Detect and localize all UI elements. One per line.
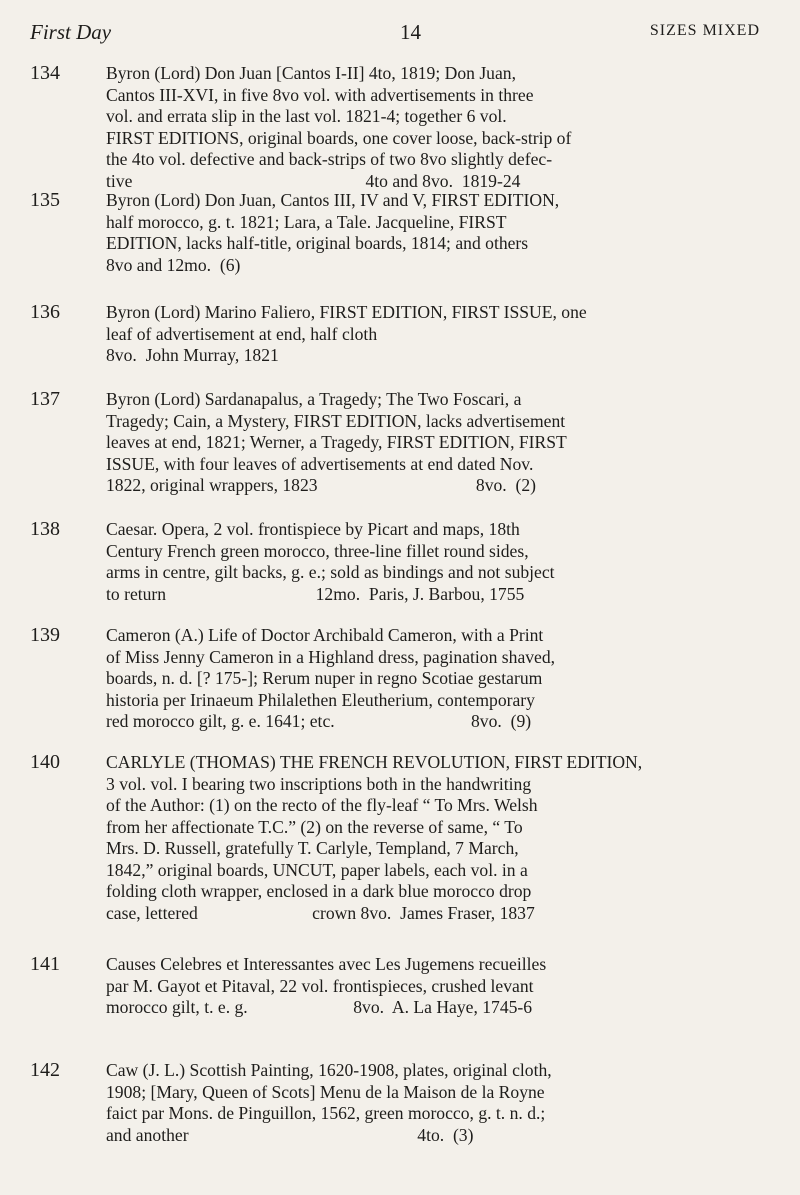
lot-description-line: EDITION, lacks half-title, original boards, 1814; and others — [106, 233, 529, 253]
lot-description-line: 3 vol. vol. I bearing two inscriptions both in the handwriting — [106, 773, 532, 794]
lot-description-line: 1842,” original boards, UNCUT, paper labels, each vol. in a — [106, 859, 528, 880]
lot-description-line: boards, n. d. [? 175-]; Rerum nuper in regno Scotiae gestarum — [106, 668, 543, 688]
lot-description-line: ISSUE, with four leaves of advertisements at end dated Nov. — [106, 453, 534, 474]
lot-description-line: leaf of advertisement at end, half cloth — [106, 323, 378, 344]
lot-description-line: Caesar. Opera, 2 vol. frontispiece by Picart and maps, 18th — [106, 519, 520, 539]
lot-description-line: vol. and errata slip in the last vol. 1821-4; together 6 vol. — [106, 106, 507, 126]
lot-description-line: Cantos III-XVI, in five 8vo vol. with advertisements in three — [106, 84, 534, 105]
lot-description-line: CARLYLE (THOMAS) THE FRENCH REVOLUTION, FIRST EDITION, — [106, 752, 643, 772]
lot-description-line: red morocco gilt, g. e. 1641; etc. 8vo. (9) — [106, 711, 532, 731]
lot-entry — [30, 954, 778, 1019]
lot-entry — [30, 519, 778, 605]
lot-number: 134 — [30, 62, 60, 84]
lot-description-line: Byron (Lord) Marino Faliero, FIRST EDITION, FIRST ISSUE, one — [106, 302, 587, 322]
lot-entry — [30, 190, 778, 276]
lot-description-line: FIRST EDITIONS, original boards, one cover loose, back-strip of — [106, 127, 572, 148]
lot-description-line: faict par Mons. de Pinguillon, 1562, green morocco, g. t. n. d.; — [106, 1103, 546, 1123]
lot-number: 135 — [30, 189, 60, 211]
lot-description — [106, 190, 778, 276]
lot-description-line: case, lettered crown 8vo. James Fraser, 1837 — [106, 902, 535, 923]
lot-description-line: 1822, original wrappers, 1823 8vo. (2) — [106, 475, 537, 495]
lot-number: 139 — [30, 624, 60, 646]
lot-description — [106, 954, 778, 1019]
lot-entry — [30, 625, 778, 733]
lot-description — [106, 389, 778, 497]
lot-description-line: tive 4to and 8vo. 1819-24 — [106, 170, 521, 191]
lot-entry — [30, 389, 778, 497]
lot-entry — [30, 302, 778, 367]
lot-description-line: and another 4to. (3) — [106, 1124, 474, 1145]
lot-description-line: leaves at end, 1821; Werner, a Tragedy, FIRST EDITION, FIRST — [106, 432, 567, 452]
page-header — [30, 20, 770, 50]
lot-description-line: Caw (J. L.) Scottish Painting, 1620-1908, plates, original cloth, — [106, 1060, 552, 1080]
lot-description-line: of the Author: (1) on the recto of the fly-leaf “ To Mrs. Welsh — [106, 795, 538, 815]
lot-description-line: Causes Celebres et Interessantes avec Les Jugemens recueilles — [106, 954, 547, 974]
lot-description-line: half morocco, g. t. 1821; Lara, a Tale. Jacqueline, FIRST — [106, 211, 507, 232]
lot-description-line: Tragedy; Cain, a Mystery, FIRST EDITION, lacks advertisement — [106, 410, 566, 431]
lot-number: 136 — [30, 301, 60, 323]
lot-description — [106, 302, 778, 367]
lot-number: 141 — [30, 953, 60, 975]
lot-description — [106, 752, 778, 924]
lot-description-line: Century French green morocco, three-line fillet round sides, — [106, 540, 529, 561]
lot-description-line: arms in centre, gilt backs, g. e.; sold as bindings and not subject — [106, 562, 555, 582]
lot-entry — [30, 63, 778, 192]
lot-description — [106, 519, 778, 605]
lot-description-line: from her affectionate T.C.” (2) on the reverse of same, “ To — [106, 816, 523, 837]
lot-description-line: Cameron (A.) Life of Doctor Archibald Cameron, with a Print — [106, 625, 544, 645]
lot-description — [106, 1060, 778, 1146]
header-sizes-label: SIZES MIXED — [649, 22, 760, 39]
lot-description-line: par M. Gayot et Pitaval, 22 vol. frontispieces, crushed levant — [106, 975, 534, 996]
lot-description-line: Byron (Lord) Don Juan [Cantos I-II] 4to, 1819; Don Juan, — [106, 63, 516, 83]
lot-number: 140 — [30, 751, 60, 773]
lot-entry — [30, 1060, 778, 1146]
lot-description-line: historia per Irinaeum Philalethen Eleutherium, contemporary — [106, 689, 535, 710]
lot-description-line: the 4to vol. defective and back-strips of two 8vo slightly defec- — [106, 149, 553, 169]
lot-description — [106, 625, 778, 733]
lot-number: 137 — [30, 388, 60, 410]
lot-description — [106, 63, 778, 192]
lot-description-line: Byron (Lord) Don Juan, Cantos III, IV and V, FIRST EDITION, — [106, 190, 560, 210]
lot-description-line: 1908; [Mary, Queen of Scots] Menu de la Maison de la Royne — [106, 1081, 545, 1102]
lot-description-line: 8vo and 12mo. (6) — [106, 254, 241, 275]
lot-description-line: of Miss Jenny Cameron in a Highland dress, pagination shaved, — [106, 646, 556, 667]
lot-number: 138 — [30, 518, 60, 540]
lot-entry — [30, 752, 778, 924]
lot-description-line: folding cloth wrapper, enclosed in a dark blue morocco drop — [106, 881, 532, 901]
lot-description-line: morocco gilt, t. e. g. 8vo. A. La Haye, 1745-6 — [106, 997, 533, 1017]
lot-description-line: Byron (Lord) Sardanapalus, a Tragedy; The Two Foscari, a — [106, 389, 522, 409]
header-day-label: First Day — [30, 20, 112, 44]
lot-description-line: 8vo. John Murray, 1821 — [106, 345, 279, 365]
lot-description-line: to return 12mo. Paris, J. Barbou, 1755 — [106, 583, 525, 604]
page-number: 14 — [400, 20, 421, 44]
lot-number: 142 — [30, 1059, 60, 1081]
lot-description-line: Mrs. D. Russell, gratefully T. Carlyle, Templand, 7 March, — [106, 838, 519, 858]
